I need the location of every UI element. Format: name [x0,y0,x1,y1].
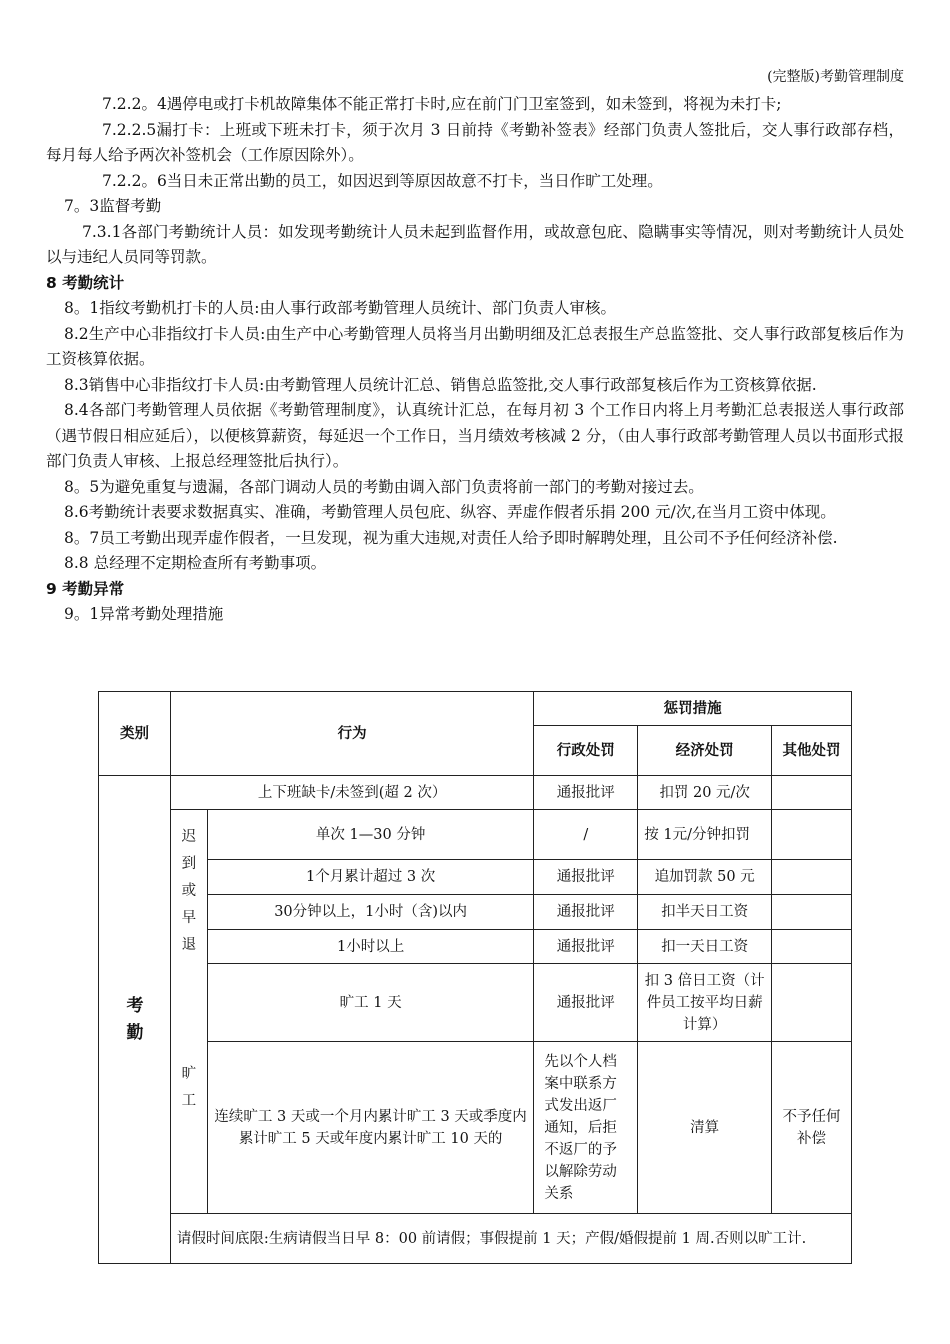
header-category: 类别 [99,692,171,776]
behavior-cell: 1个月累计超过 3 次 [207,860,533,895]
other-cell [772,930,852,964]
economic-cell: 按 1元/分钟扣罚 [638,810,772,860]
table-row [99,930,852,964]
table-row [99,860,852,895]
paragraph-8-7: 8。7员工考勤出现弄虚作假者，一旦发现，视为重大违规,对责任人给予即时解聘处理，且公司不予任何经济补偿. [64,528,838,547]
other-cell [772,810,852,860]
economic-cell: 扣罚 20 元/次 [638,776,772,810]
behavior-cell: 连续旷工 3 天或一个月内累计旷工 3 天或季度内累计旷工 5 天或年度内累计旷工 10 天的 [207,1042,533,1214]
group-late-early: 迟到或早退 [170,810,207,964]
table-row [99,895,852,930]
economic-cell: 扣一天日工资 [638,930,772,964]
paragraph-8-1: 8。1指纹考勤机打卡的人员:由人事行政部考勤管理人员统计、部门负责人审核。 [64,299,616,317]
behavior-cell: 上下班缺卡/未签到(超 2 次） [170,776,533,810]
document-header-title: (完整版)考勤管理制度 [767,69,904,85]
table-row [99,1214,852,1264]
paragraph-8-4: 8.4各部门考勤管理人员依据《考勤管理制度》，认真统计汇总，在每月初 3 个工作日内将上月考勤汇总表报送人事行政部（遇节假日相应延后），以便核算薪资，每延迟一个工作日，当月绩效考核减 2 分，（由人事行政部考勤管理人员以书面形式报部门负责人审核、上报总经理签批后执行）。 [46,401,904,470]
table-row [99,776,852,810]
paragraph-8-5: 8。5为避免重复与遗漏，各部门调动人员的考勤由调入部门负责将前一部门的考勤对接过去。 [64,477,704,496]
behavior-cell: 单次 1—30 分钟 [207,810,533,860]
table-row [99,1042,852,1214]
admin-cell: 通报批评 [534,776,638,810]
header-behavior: 行为 [170,692,533,776]
other-cell [772,860,852,895]
behavior-cell: 1小时以上 [207,930,533,964]
heading-9-1: 9。1异常考勤处理措施 [64,605,224,623]
category-attendance: 考勤 [99,776,171,1264]
paragraph-7-2-2-5: 7.2.2.5漏打卡：上班或下班未打卡，须于次月 3 日前持《考勤补签表》经部门负责人签批后，交人事行政部存档，每月每人给予两次补签机会（工作原因除外）。 [46,120,904,164]
table-row [99,810,852,860]
admin-cell: 先以个人档案中联系方式发出返厂通知，后拒不返厂的予以解除劳动关系 [534,1042,638,1214]
economic-cell: 清算 [638,1042,772,1214]
heading-section-8: 8 考勤统计 [46,273,125,292]
header-admin-penalty: 行政处罚 [534,726,638,776]
other-cell [772,895,852,930]
economic-cell: 扣半天日工资 [638,895,772,930]
leave-note: 请假时间底限:生病请假当日早 8：00 前请假；事假提前 1 天；产假/婚假提前 1 周.否则以旷工计. [170,1214,851,1264]
paragraph-7-3-1: 7.3.1各部门考勤统计人员：如发现考勤统计人员未起到监督作用，或故意包庇、隐瞒事实等情况，则对考勤统计人员处以与违纪人员同等罚款。 [46,222,904,266]
paragraph-8-6: 8.6考勤统计表要求数据真实、准确，考勤管理人员包庇、纵容、弄虚作假者乐捐 200 元/次,在当月工资中体现。 [64,503,836,521]
header-other-penalty: 其他处罚 [772,726,852,776]
other-cell [772,776,852,810]
other-cell: 不予任何补偿 [772,1042,852,1214]
admin-cell: 通报批评 [534,860,638,895]
group-absenteeism: 旷工 [170,964,207,1214]
heading-section-9: 9 考勤异常 [46,579,125,598]
economic-cell: 扣 3 倍日工资（计件员工按平均日薪计算） [638,964,772,1042]
behavior-cell: 旷工 1 天 [207,964,533,1042]
admin-cell: 通报批评 [534,895,638,930]
header-penalty: 惩罚措施 [534,692,852,726]
admin-cell: 通报批评 [534,930,638,964]
admin-cell: 通报批评 [534,964,638,1042]
attendance-penalty-table [98,691,852,1264]
paragraph-7-2-2-6: 7.2.2。6当日未正常出勤的员工，如因迟到等原因故意不打卡，当日作旷工处理。 [102,171,663,190]
behavior-cell: 30分钟以上，1小时（含)以内 [207,895,533,930]
document-body [46,92,904,628]
paragraph-8-3: 8.3销售中心非指纹打卡人员:由考勤管理人员统计汇总、销售总监签批,交人事行政部复核后作为工资核算依据. [64,375,817,394]
paragraph-8-8: 8.8 总经理不定期检查所有考勤事项。 [64,554,327,572]
other-cell [772,964,852,1042]
paragraph-8-2: 8.2生产中心非指纹打卡人员:由生产中心考勤管理人员将当月出勤明细及汇总表报生产总监签批、交人事行政部复核后作为工资核算依据。 [46,324,904,368]
header-economic-penalty: 经济处罚 [638,726,772,776]
economic-cell: 追加罚款 50 元 [638,860,772,895]
admin-cell: / [534,810,638,860]
paragraph-7-2-2-4: 7.2.2。4遇停电或打卡机故障集体不能正常打卡时,应在前门门卫室签到，如未签到，将视为未打卡; [102,95,782,113]
table-row [99,964,852,1042]
heading-7-3: 7。3监督考勤 [64,197,162,215]
